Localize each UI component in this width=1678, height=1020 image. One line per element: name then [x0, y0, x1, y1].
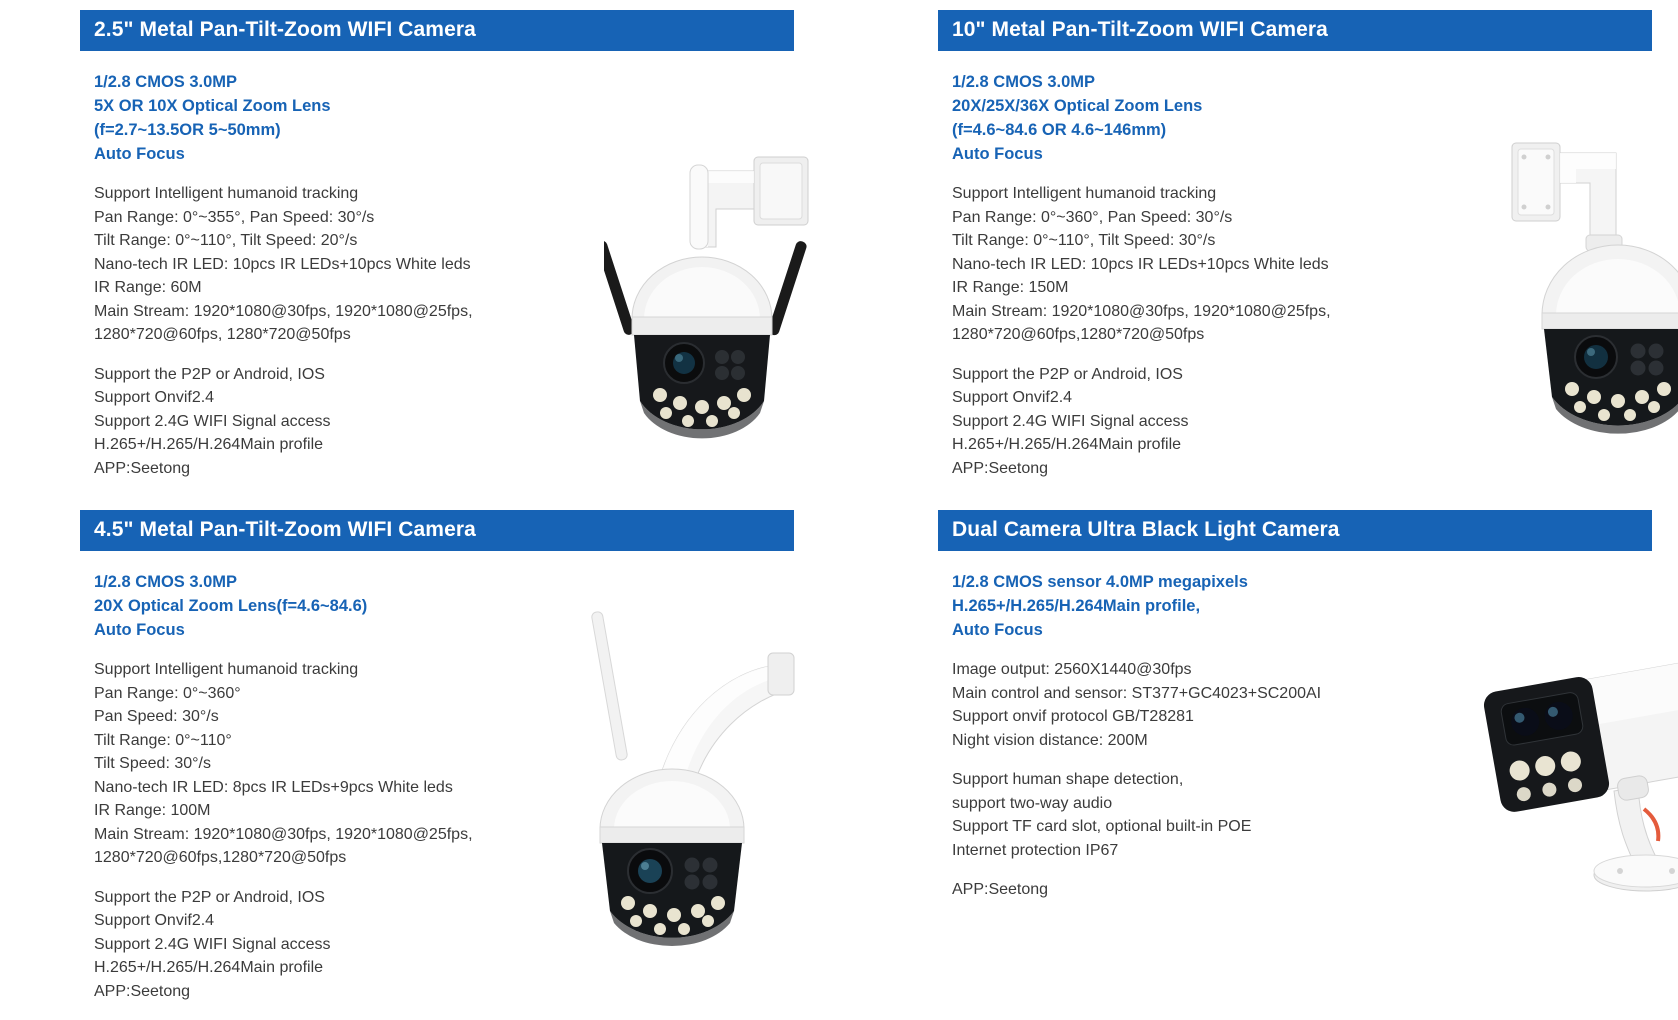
- spec-line: Main Stream: 1920*1080@30fps, 1920*1080@25fps,: [94, 302, 473, 320]
- spec-headline: (f=2.7~13.5OR 5~50mm): [94, 121, 281, 139]
- app-line: APP:Seetong: [952, 881, 1049, 898]
- feature-line: APP:Seetong: [952, 459, 1049, 477]
- panel-body: [938, 51, 1678, 480]
- spec-line: 1280*720@60fps, 1280*720@50fps: [94, 326, 351, 343]
- spec-list: [80, 182, 564, 347]
- spec-headline: 1/2.8 CMOS 3.0MP: [94, 573, 238, 591]
- spec-headlines: [80, 571, 900, 642]
- spec-line: Nano-tech IR LED: 10pcs IR LEDs+10pcs White leds: [952, 255, 1329, 273]
- spec-line: IR Range: 60M: [94, 279, 202, 296]
- spec-headline: Auto Focus: [94, 621, 185, 639]
- feature-line: Support Onvif2.4: [94, 912, 215, 929]
- panel-title: Dual Camera Ultra Black Light Camera: [938, 510, 1652, 551]
- feature-line: Support TF card slot, optional built-in POE: [952, 818, 1252, 835]
- feature-list: [80, 363, 564, 481]
- spec-line: Support onvif protocol GB/T28281: [952, 708, 1194, 725]
- feature-line: Support Onvif2.4: [94, 389, 215, 406]
- spec-line: IR Range: 150M: [952, 279, 1069, 296]
- feature-list: [938, 363, 1422, 481]
- spec-headline: H.265+/H.265/H.264Main profile,: [952, 597, 1201, 615]
- spec-headline: (f=4.6~84.6 OR 4.6~146mm): [952, 121, 1167, 139]
- spec-list: [938, 182, 1422, 347]
- panel-body: [80, 51, 900, 480]
- spec-line: Main control and sensor: ST377+GC4023+SC200AI: [952, 684, 1322, 702]
- dual-lens-bullet-camera-image: [1468, 631, 1678, 931]
- spec-line: IR Range: 100M: [94, 802, 211, 819]
- feature-list: [938, 768, 1422, 862]
- product-panel-4-5-inch: [80, 510, 900, 1010]
- feature-line: APP:Seetong: [94, 982, 191, 1000]
- spec-headline: Auto Focus: [952, 621, 1043, 639]
- spec-headline: 1/2.8 CMOS 3.0MP: [94, 73, 238, 91]
- feature-line: Support 2.4G WIFI Signal access: [94, 412, 331, 430]
- spec-line: Pan Range: 0°~360°: [94, 684, 241, 702]
- ptz-dome-camera-with-antennas-image: [604, 151, 864, 451]
- feature-line: Internet protection IP67: [952, 841, 1119, 859]
- spec-line: Night vision distance: 200M: [952, 731, 1148, 749]
- spec-headline: 20X/25X/36X Optical Zoom Lens: [952, 97, 1203, 115]
- feature-line: H.265+/H.265/H.264Main profile: [94, 959, 324, 976]
- spec-line: Tilt Speed: 30°/s: [94, 755, 211, 772]
- spec-headline: Auto Focus: [952, 145, 1043, 163]
- spec-line: Nano-tech IR LED: 8pcs IR LEDs+9pcs White leds: [94, 778, 453, 796]
- large-ptz-dome-camera-on-bracket-image: [1498, 139, 1678, 439]
- spec-headline: 1/2.8 CMOS 3.0MP: [952, 73, 1096, 91]
- spec-list: [80, 658, 564, 870]
- spec-headline: 1/2.8 CMOS sensor 4.0MP megapixels: [952, 573, 1248, 591]
- spec-line: Pan Range: 0°~355°, Pan Speed: 30°/s: [94, 208, 375, 226]
- spec-headline: 20X Optical Zoom Lens(f=4.6~84.6): [94, 597, 368, 615]
- feature-line: APP:Seetong: [94, 459, 191, 477]
- spec-line: 1280*720@60fps,1280*720@50fps: [94, 849, 347, 866]
- product-panel-2-5-inch: [80, 10, 900, 510]
- spec-line: Image output: 2560X1440@30fps: [952, 661, 1192, 678]
- panel-title: 4.5" Metal Pan-Tilt-Zoom WIFI Camera: [80, 510, 794, 551]
- spec-line: Tilt Range: 0°~110°, Tilt Speed: 30°/s: [952, 232, 1216, 249]
- spec-headlines: [938, 571, 1678, 642]
- spec-line: Support Intelligent humanoid tracking: [94, 661, 359, 678]
- spec-headlines: [80, 71, 900, 166]
- product-panel-10-inch: [938, 10, 1678, 510]
- spec-line: Main Stream: 1920*1080@30fps, 1920*1080@25fps,: [952, 302, 1331, 320]
- app-info: [938, 878, 1422, 902]
- spec-headline: 5X OR 10X Optical Zoom Lens: [94, 97, 331, 115]
- feature-line: Support human shape detection,: [952, 771, 1184, 788]
- feature-line: H.265+/H.265/H.264Main profile: [952, 436, 1182, 453]
- feature-line: Support the P2P or Android, IOS: [94, 888, 325, 906]
- feature-line: Support 2.4G WIFI Signal access: [952, 412, 1189, 430]
- spec-line: Support Intelligent humanoid tracking: [94, 185, 359, 202]
- spec-headline: Auto Focus: [94, 145, 185, 163]
- spec-line: Pan Range: 0°~360°, Pan Speed: 30°/s: [952, 208, 1233, 226]
- spec-line: Nano-tech IR LED: 10pcs IR LEDs+10pcs White leds: [94, 255, 471, 273]
- spec-line: Tilt Range: 0°~110°, Tilt Speed: 20°/s: [94, 232, 358, 249]
- feature-line: H.265+/H.265/H.264Main profile: [94, 436, 324, 453]
- spec-line: Pan Speed: 30°/s: [94, 708, 219, 725]
- feature-line: Support 2.4G WIFI Signal access: [94, 935, 331, 953]
- panel-body: [80, 551, 900, 1003]
- panel-title: 2.5" Metal Pan-Tilt-Zoom WIFI Camera: [80, 10, 794, 51]
- feature-line: Support the P2P or Android, IOS: [952, 365, 1183, 383]
- feature-list: [80, 886, 564, 1004]
- panel-body: [938, 551, 1678, 902]
- spec-line: Tilt Range: 0°~110°: [94, 731, 232, 749]
- feature-line: Support Onvif2.4: [952, 389, 1073, 406]
- spec-line: 1280*720@60fps,1280*720@50fps: [952, 326, 1205, 343]
- product-panel-dual-camera: [938, 510, 1678, 1010]
- spec-line: Support Intelligent humanoid tracking: [952, 185, 1217, 202]
- panel-title: 10" Metal Pan-Tilt-Zoom WIFI Camera: [938, 10, 1652, 51]
- feature-line: support two-way audio: [952, 794, 1113, 812]
- spec-line: Main Stream: 1920*1080@30fps, 1920*1080@25fps,: [94, 825, 473, 843]
- spec-headlines: [938, 71, 1678, 166]
- feature-line: Support the P2P or Android, IOS: [94, 365, 325, 383]
- spec-list: [938, 658, 1422, 752]
